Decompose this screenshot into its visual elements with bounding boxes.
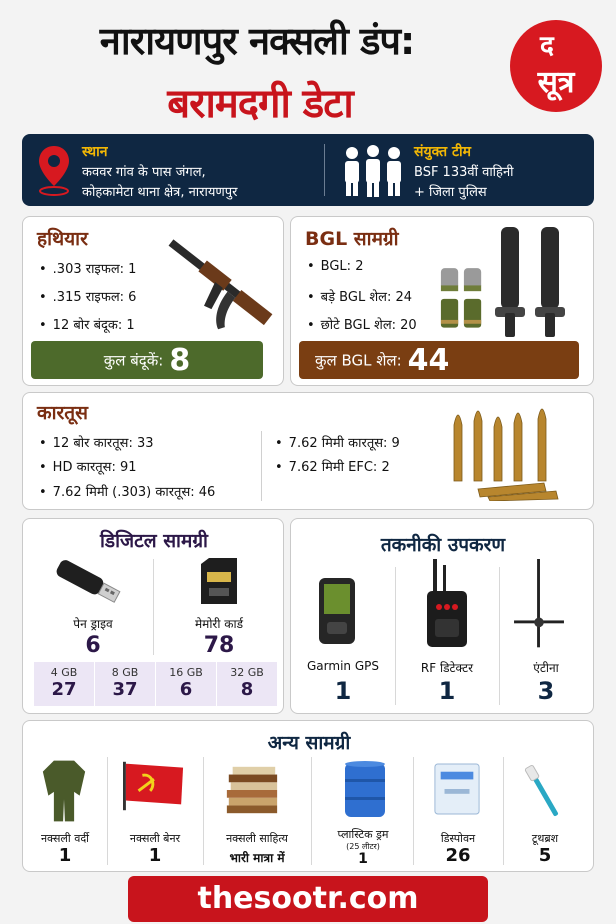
capacity-value: 8 — [240, 679, 254, 700]
location-line-1: कववर गांव के पास जंगल, — [82, 165, 206, 180]
capacity-label: 16 GB — [169, 666, 203, 679]
map-pin-icon — [36, 144, 72, 198]
tech-label: RF डिटेक्टर — [420, 661, 474, 675]
capacity-label: 8 GB — [111, 666, 139, 679]
pendrive-icon — [47, 555, 127, 607]
team-icon — [340, 144, 406, 198]
memory-card-value: 78 — [203, 633, 235, 658]
page-subtitle: बरामदगी डेटा — [167, 81, 353, 127]
bullets-icon — [443, 401, 573, 501]
cartridges-card — [22, 392, 594, 510]
other-item-sub: (25 लीटर) — [346, 842, 380, 851]
location-banner — [22, 134, 594, 206]
other-item-label: टूथब्रश — [531, 832, 559, 845]
other-item-value: 26 — [445, 845, 471, 866]
cartridge-item: • HD कारतूस: 91 — [39, 457, 137, 475]
tech-value: 1 — [334, 677, 352, 705]
capacity-label: 32 GB — [230, 666, 264, 679]
rf-detector-icon — [425, 559, 469, 649]
other-item-value: 1 — [358, 851, 368, 867]
bgl-item: • छोटे BGL शेल: 20 — [307, 315, 417, 333]
capacity-value: 27 — [51, 679, 77, 700]
other-item-label: डिस्पोवन — [440, 832, 476, 845]
other-item-value: 1 — [58, 845, 72, 866]
item-divider — [107, 757, 108, 865]
bgl-item: • बड़े BGL शेल: 24 — [307, 287, 412, 305]
technical-card — [290, 518, 594, 714]
tech-divider — [499, 567, 500, 705]
cartridge-item: • 7.62 मिमी (.303) कारतूस: 46 — [39, 482, 215, 500]
drum-icon — [343, 759, 387, 819]
other-heading: अन्य सामग्री — [267, 732, 351, 754]
team-line-2: + जिला पुलिस — [414, 185, 487, 200]
brand-logo[interactable] — [510, 20, 602, 112]
rifle-icon — [155, 225, 283, 345]
other-item-label: नक्सली वर्दी — [40, 832, 90, 845]
banner-divider — [324, 144, 325, 196]
pendrive-label: पेन ड्राइव — [73, 617, 113, 631]
other-item-value: 5 — [538, 845, 552, 866]
tech-value: 3 — [537, 677, 555, 705]
bgl-launcher-icon — [493, 223, 573, 343]
other-item-value: भारी मात्रा में — [229, 851, 285, 865]
gps-device-icon — [317, 575, 357, 647]
tech-value: 1 — [438, 677, 456, 705]
capacity-divider — [153, 559, 154, 655]
other-item-label: नक्सली बेनर — [129, 832, 181, 845]
weapon-item: • .303 राइफल: 1 — [39, 259, 136, 277]
other-item-value: 1 — [148, 845, 162, 866]
total-bgl-bar — [299, 341, 579, 379]
total-bgl-value: 44 — [407, 342, 450, 378]
cartridge-item: • 7.62 मिमी EFC: 2 — [275, 457, 390, 475]
cartridge-item: • 12 बोर कारतूस: 33 — [39, 433, 154, 451]
capacity-cell-16gb — [156, 662, 216, 706]
total-guns-label: कुल बंदूकें: — [103, 351, 164, 370]
other-item-label: नक्सली साहित्य — [226, 832, 288, 845]
tech-label: Garmin GPS — [307, 659, 379, 673]
capacity-cell-8gb — [95, 662, 155, 706]
tech-divider — [395, 567, 396, 705]
item-divider — [203, 757, 204, 865]
cartridge-item: • 7.62 मिमी कारतूस: 9 — [275, 433, 400, 451]
bgl-heading: BGL सामग्री — [305, 228, 399, 250]
syringe-pack-icon — [433, 761, 481, 817]
team-heading: संयुक्त टीम — [414, 144, 471, 160]
item-divider — [503, 757, 504, 865]
bgl-card — [290, 216, 594, 386]
memory-card-label: मेमोरी कार्ड — [194, 617, 244, 631]
weapons-card — [22, 216, 284, 386]
weapon-item: • .315 राइफल: 6 — [39, 287, 136, 305]
digital-heading: डिजिटल सामग्री — [100, 530, 208, 552]
pendrive-value: 6 — [85, 633, 101, 658]
memory-card-icon — [199, 557, 239, 605]
tech-label: एंटीना — [533, 661, 559, 675]
total-guns-value: 8 — [169, 342, 191, 378]
cartridge-divider — [261, 431, 262, 501]
location-heading: स्थान — [82, 144, 108, 160]
red-flag-icon — [123, 761, 185, 811]
page-title: नारायणपुर नक्सली डंप: — [99, 19, 415, 63]
logo-text-bottom: सूत्र — [537, 65, 575, 100]
uniform-icon — [41, 757, 87, 825]
books-icon — [223, 761, 281, 819]
capacity-cell-32gb — [217, 662, 277, 706]
bgl-item: • BGL: 2 — [307, 259, 363, 274]
other-item-label: प्लास्टिक ड्रम — [337, 828, 389, 841]
item-divider — [413, 757, 414, 865]
total-guns-bar — [31, 341, 263, 379]
weapons-heading: हथियार — [37, 228, 88, 250]
antenna-icon — [509, 559, 569, 655]
total-bgl-label: कुल BGL शेल: — [315, 351, 402, 370]
cartridges-heading: कारतूस — [37, 402, 88, 424]
toothbrush-icon — [523, 761, 563, 821]
footer-site-link[interactable]: thesootr.com — [128, 876, 488, 922]
other-card — [22, 720, 594, 872]
weapon-item: • 12 बोर बंदूक: 1 — [39, 315, 135, 333]
item-divider — [311, 757, 312, 865]
capacity-value: 6 — [179, 679, 193, 700]
logo-text-top: द — [540, 31, 554, 61]
capacity-cell-4gb — [34, 662, 94, 706]
capacity-label: 4 GB — [50, 666, 78, 679]
technical-heading: तकनीकी उपकरण — [380, 534, 506, 556]
bgl-shells-icon — [439, 257, 485, 333]
location-line-2: कोहकामेटा थाना क्षेत्र, नारायणपुर — [82, 185, 238, 200]
capacity-value: 37 — [112, 679, 138, 700]
team-line-1: BSF 133वीं वाहिनी — [414, 165, 514, 180]
